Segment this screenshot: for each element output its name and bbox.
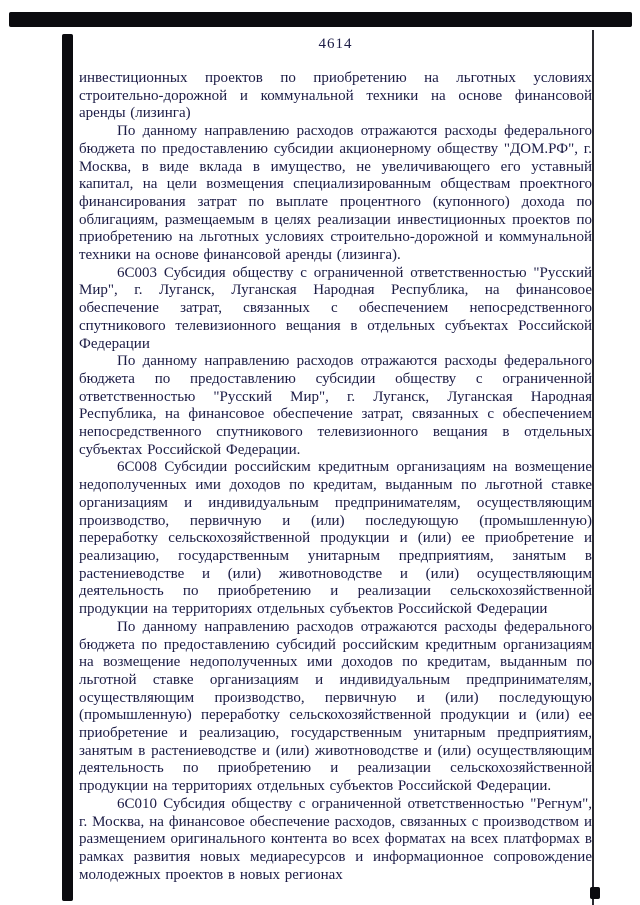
scan-artifact-right-line bbox=[592, 30, 594, 905]
scan-artifact-top-bar bbox=[9, 12, 632, 27]
paragraph: По данному направлению расходов отражаются расходы федерального бюджета по предоставлению субсидии обществу с ограниченной ответственностью "Русский Мир", г. Луганск, Луганская Народная Республика, на финансовое обеспечение затрат, связанных с обеспечением непосредственного спутникового телевизионного вещания в отдельных субъектах Российской Федерации. bbox=[79, 353, 592, 458]
paragraph-code-6C003: 6C003 Субсидия обществу с ограниченной ответственностью "Русский Мир", г. Луганск, Луганская Народная Республика, на финансовое обеспечение затрат, связанных с обеспечением непосредственного спутникового телевизионного вещания в отдельных субъектах Российской Федерации bbox=[79, 264, 592, 352]
paragraph-continuation: инвестиционных проектов по приобретению на льготных условиях строительно-дорожной и коммунальной техники на основе финансовой аренды (лизинга) bbox=[79, 70, 592, 122]
scan-artifact-left-bar bbox=[62, 34, 73, 901]
document-body bbox=[79, 36, 592, 884]
paragraph: По данному направлению расходов отражаются расходы федерального бюджета по предоставлению субсидии акционерному обществу "ДОМ.РФ", г. Москва, в виде вклада в имущество, не увеличивающего его уставный капитал, на цели возмещения специализированным обществам проектного финансирования затрат по выплате процентного (купонного) дохода по облигациям, размещаемым в целях реализации инвестиционных проектов по приобретению на льготных условиях строительно-дорожной и коммунальной техники на основе финансовой аренды (лизинга). bbox=[79, 123, 592, 264]
paragraph-code-6C010: 6C010 Субсидия обществу с ограниченной ответственностью "Регнум", г. Москва, на финансовое обеспечение расходов, связанных с производством и размещением оригинального контента во всех форматах на всех платформах в рамках развития новых медиаресурсов и информационное сопровождение молодежных проектов в новых регионах bbox=[79, 795, 592, 883]
paragraph-code-6C008: 6C008 Субсидии российским кредитным организациям на возмещение недополученных ими доходов по кредитам, выданным по льготной ставке организациям и индивидуальным предпринимателям, осуществляющим производство, первичную и (или) последующую (промышленную) переработку сельскохозяйственной продукции и (или) ее приобретение и реализацию, государственным унитарным предприятиям, занятым в растениеводстве и (или) животноводстве и (или) осуществляющим деятельность по приобретению и реализации сельскохозяйственной продукции на территориях отдельных субъектов Российской Федерации bbox=[79, 459, 592, 618]
page-number: 4614 bbox=[318, 36, 353, 52]
scan-artifact-corner-mark bbox=[590, 887, 600, 899]
paragraph: По данному направлению расходов отражаются расходы федерального бюджета по предоставлению субсидий российским кредитным организациям на возмещение недополученных ими доходов по кредитам, выданным по льготной ставке организациям и индивидуальным предпринимателям, осуществляющим производство, первичную и (или) последующую (промышленную) переработку сельскохозяйственной продукции и (или) ее приобретение и реализацию, государственным унитарным предприятиям, занятым в растениеводстве и (или) животноводстве и (или) осуществляющим деятельность по приобретению и реализации сельскохозяйственной продукции на территориях отдельных субъектов Российской Федерации. bbox=[79, 618, 592, 795]
